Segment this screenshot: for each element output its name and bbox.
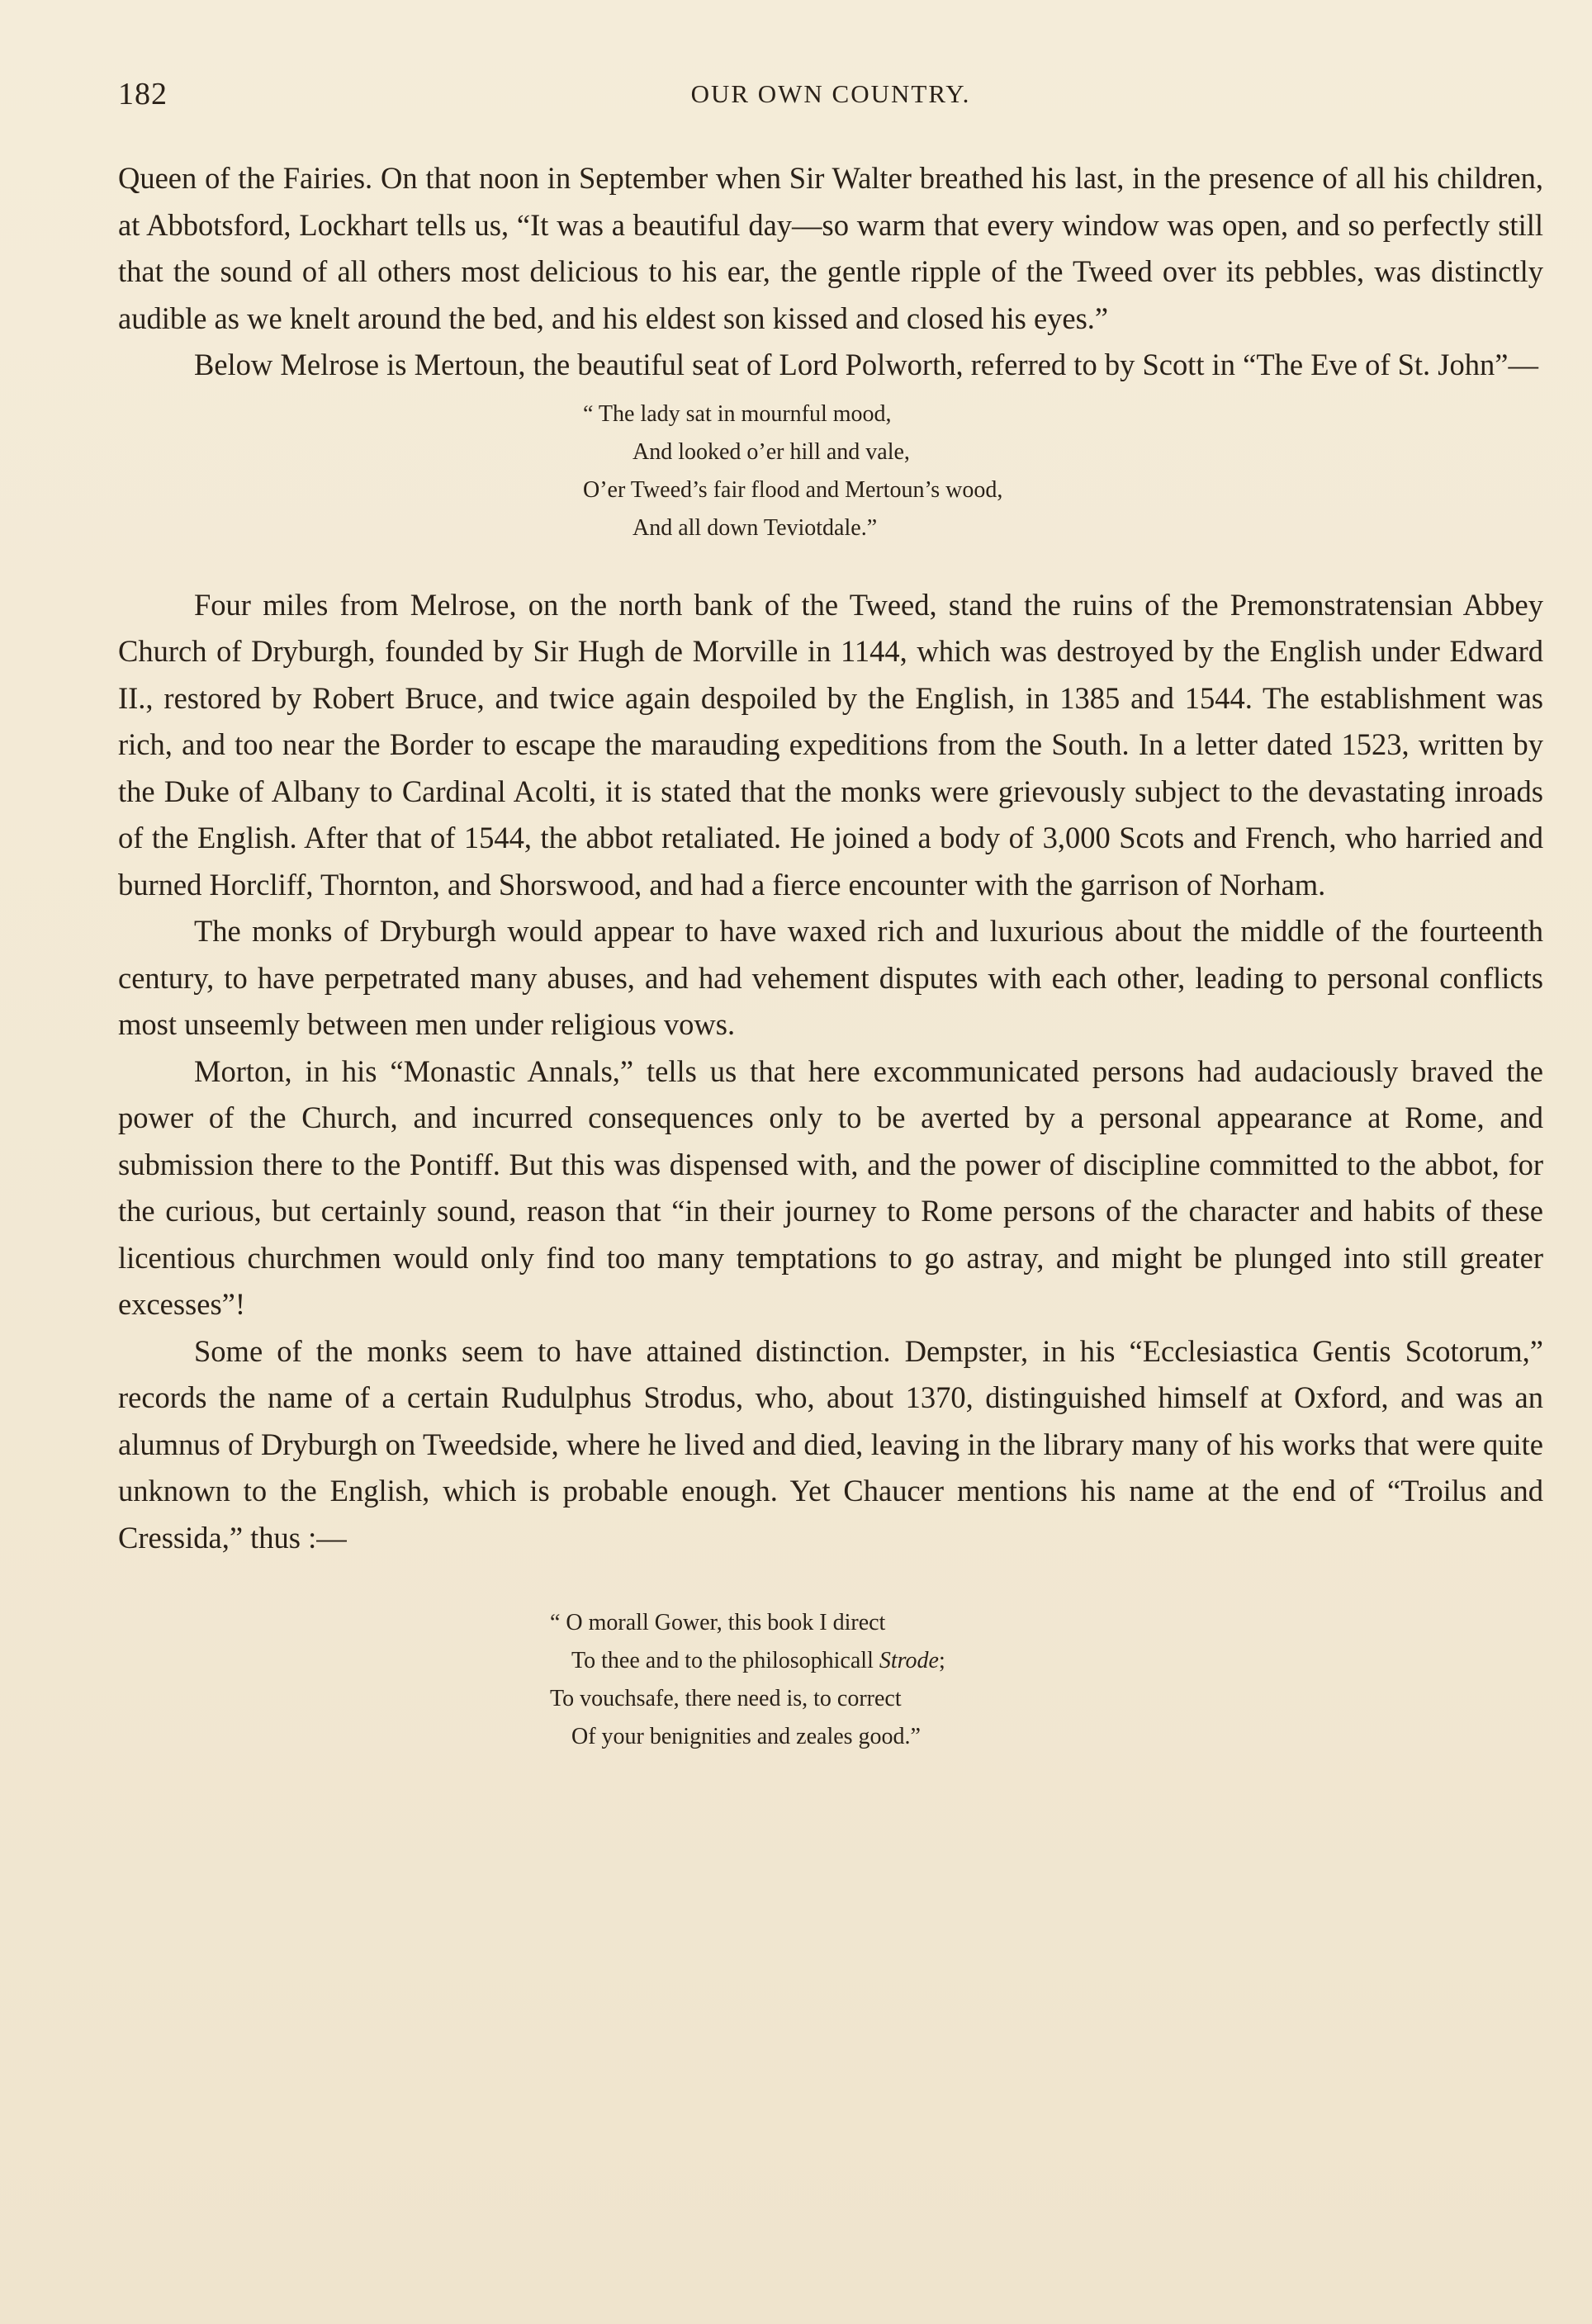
- paragraph-monks-of-dryburgh: The monks of Dryburgh would appear to have waxed rich and luxurious about the middle of the fourteenth century, to have perpetrated many abuses, and had vehement disputes with each other, leading to personal conflicts most unseemly between men under religious vows.: [118, 914, 1543, 1041]
- verse-text: To thee and to the philosophicall: [571, 1648, 879, 1673]
- verse-line: Of your benignities and zeales good.”: [571, 1724, 921, 1749]
- paragraph-abbotsford: Queen of the Fairies. On that noon in September when Sir Walter breathed his last, in the presence of all his children, at Abbotsford, Lockhart tells us, “It was a beautiful day—so warm that every window was open, and so perfectly still that the sound of all others most delicious to his ear, the gentle ripple of the Tweed over its pebbles, was distinctly audible as we knelt around the bed, and his eldest son kissed and closed his eyes.”: [118, 161, 1543, 335]
- verse-chaucer-troilus: [118, 1604, 1543, 1756]
- body-text: [118, 155, 1543, 1756]
- verse-line: To vouchsafe, there need is, to correct: [550, 1686, 902, 1711]
- verse-line: And all down Teviotdale.”: [633, 514, 878, 541]
- verse-line: [550, 1642, 1543, 1680]
- paragraph-morton-monastic-annals: Morton, in his “Monastic Annals,” tells us that here excommunicated persons had audaciously braved the power of the Church, and incurred consequences only to be averted by a personal appearance at Rome, and submission there to the Pontiff. But this was dispensed with, and the power of discipline committed to the abbot, for the curious, but certainly sound, reason that “in their journey to Rome persons of the character and habits of these licentious churchmen would only find too many temptations to go astray, and might be plunged into still greater excesses”!: [118, 1053, 1543, 1321]
- verse-eve-of-st-john: [118, 395, 1543, 547]
- paragraph-mertoun: Below Melrose is Mertoun, the beautiful seat of Lord Polworth, referred to by Scott in “The Eve of St. John”—: [194, 348, 1538, 381]
- running-head: OUR OWN COUNTRY.: [690, 79, 971, 108]
- verse-line: “ O morall Gower, this book I direct: [550, 1610, 886, 1635]
- verse-line: And looked o’er hill and vale,: [633, 438, 910, 465]
- page-number: 182: [118, 77, 168, 111]
- verse-line: “ The lady sat in mournful mood,: [583, 400, 892, 427]
- page-header: [118, 76, 1543, 117]
- paragraph-dempster-strodus: Some of the monks seem to have attained distinction. Dempster, in his “Ecclesiastica Gentis Scotorum,” records the name of a certain Rudulphus Strodus, who, about 1370, distinguished himself at Oxford, and was an alumnus of Dryburgh on Tweedside, where he lived and died, leaving in the library many of his works that were quite unknown to the English, which is probable enough. Yet Chaucer mentions his name at the end of “Troilus and Cressida,” thus :—: [118, 1333, 1543, 1555]
- verse-text: ;: [938, 1648, 945, 1673]
- verse-italic-word: Strode: [879, 1648, 939, 1673]
- paragraph-dryburgh-abbey: Four miles from Melrose, on the north bank of the Tweed, stand the ruins of the Premonstratensian Abbey Church of Dryburgh, founded by Sir Hugh de Morville in 1144, which was destroyed by the English under Edward II., restored by Robert Bruce, and twice again despoiled by the English, in 1385 and 1544. The establishment was rich, and too near the Border to escape the marauding expeditions from the South. In a letter dated 1523, written by the Duke of Albany to Cardinal Acolti, it is stated that the monks were grievously subject to the devastating inroads of the English. After that of 1544, the abbot retaliated. He joined a body of 3,000 Scots and French, who harried and burned Horcliff, Thornton, and Shorswood, and had a fierce encounter with the garrison of Norham.: [118, 587, 1543, 902]
- verse-line: O’er Tweed’s fair flood and Mertoun’s wood,: [583, 476, 1003, 503]
